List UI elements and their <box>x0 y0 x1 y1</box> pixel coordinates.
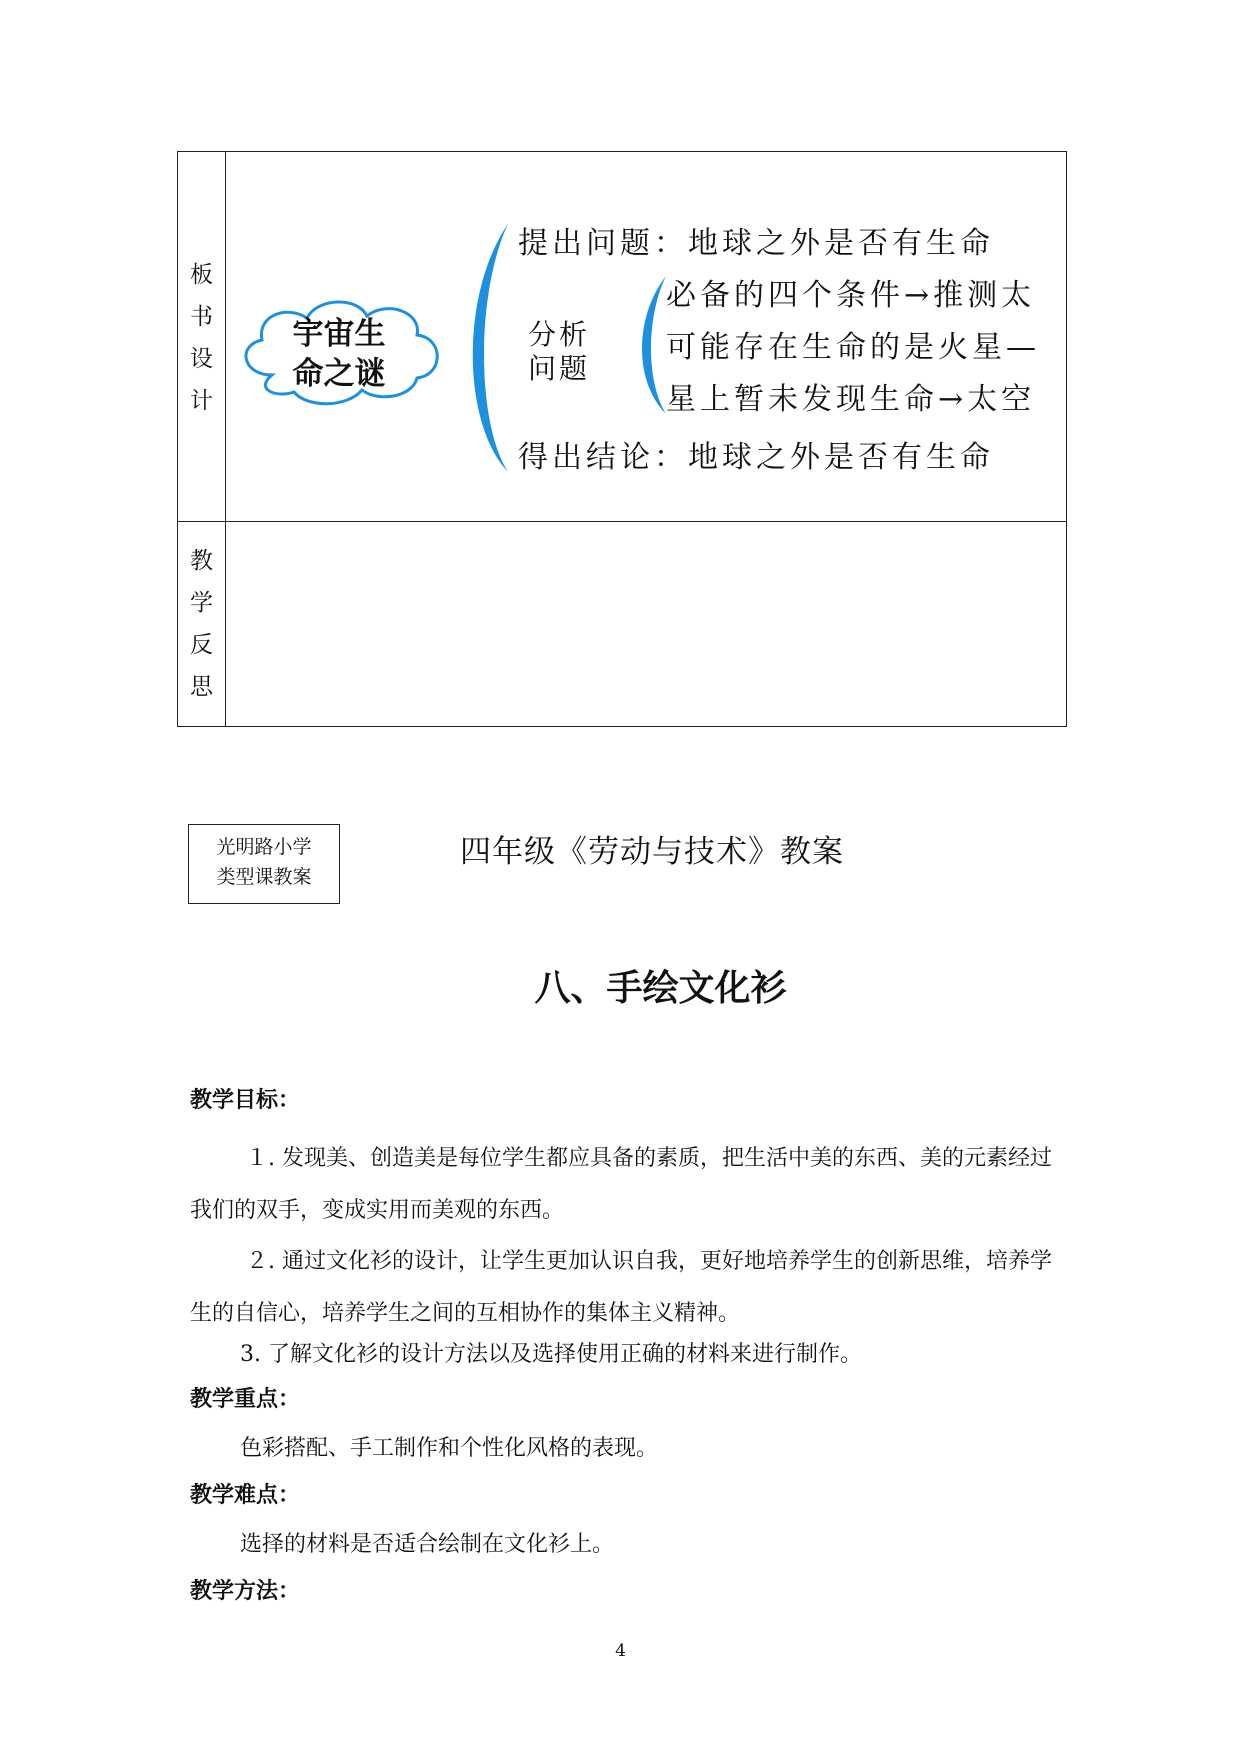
course-title: 四年级《劳动与技术》教案 <box>460 834 844 870</box>
board-design-label: 板 书 设 计 <box>190 262 213 414</box>
goal-1: １. 发现美、创造美是每位学生都应具备的素质，把生活中美的东西、美的元素经过我们的双手，变成实用而美观的东西。 <box>190 1146 1052 1223</box>
goal-2: ２. 通过文化衫的设计，让学生更加认识自我，更好地培养学生的创新思维，培养学生的自信心，培养学生之间的互相协作的集体主义精神。 <box>190 1249 1052 1326</box>
board-design-row <box>178 152 1066 522</box>
teaching-reflection-label: 教 学 反 思 <box>190 548 213 700</box>
page-number: 4 <box>615 1641 626 1661</box>
teaching-reflection-row <box>178 522 1066 726</box>
key-points-text: 色彩搭配、手工制作和个性化风格的表现。 <box>240 1436 659 1461</box>
board-topic: 宇宙生 命之谜 <box>292 316 386 392</box>
lesson-title: 八、手绘文化衫 <box>534 968 787 1009</box>
board-question: 提出问题：地球之外是否有生命 <box>518 226 994 261</box>
difficulty-text: 选择的材料是否适合绘制在文化衫上。 <box>240 1532 615 1557</box>
goal-3: 3. 了解文化衫的设计方法以及选择使用正确的材料来进行制作。 <box>240 1342 862 1367</box>
inner-bracket <box>642 276 666 414</box>
analyze-label: 分析 问题 <box>528 318 591 385</box>
lesson-table <box>177 151 1067 727</box>
board-analysis-1: 必备的四个条件→推测太 <box>666 278 1036 313</box>
outer-bracket <box>473 224 508 472</box>
board-analysis-2: 可能存在生命的是火星— <box>666 330 1040 365</box>
goals-heading: 教学目标： <box>190 1088 301 1113</box>
board-design-label-cell <box>178 152 226 521</box>
difficulty-heading: 教学难点： <box>190 1483 301 1508</box>
key-points-heading: 教学重点： <box>190 1387 301 1412</box>
method-heading: 教学方法： <box>190 1579 301 1604</box>
school-stamp-box: 光明路小学 类型课教案 <box>188 824 340 904</box>
board-design-diagram <box>226 152 1066 521</box>
board-analysis-3: 星上暂未发现生命→太空 <box>666 382 1036 417</box>
teaching-reflection-label-cell <box>178 522 226 726</box>
board-conclusion: 得出结论：地球之外是否有生命 <box>518 440 994 475</box>
